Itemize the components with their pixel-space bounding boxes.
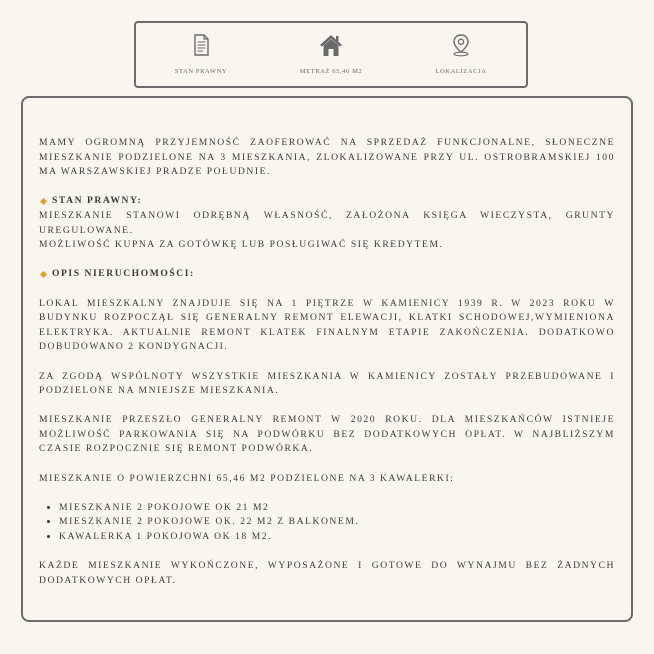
diamond-bullet-icon [40, 198, 47, 205]
description-panel [21, 96, 633, 622]
legal-status-heading: STAN PRAWNY: [39, 194, 615, 209]
legal-status-text: MIESZKANIE STANOWI ODRĘBNĄ WŁASNOŚĆ, ZAŁOŻONA KSIĘGA WIECZYSTA, GRUNTY UREGULOWANE. [39, 209, 615, 236]
legal-status-text-2: MOŻLIWOŚĆ KUPNA ZA GOTÓWKĘ LUB POSŁUGIWAĆ SIĘ KREDYTEM. [39, 239, 444, 251]
feature-label: LOKALIZACJA [435, 68, 487, 75]
description-paragraph-4: MIESZKANIE O POWIERZCHNI 65,46 M2 PODZIELONE NA 3 KAWALERKI: [39, 472, 455, 484]
feature-label: METRAŻ 65,46 M2 [299, 68, 363, 75]
document-icon [188, 32, 214, 63]
description-paragraph-1: LOKAL MIESZKALNY ZNAJDUJE SIĘ NA 1 PIĘTRZE W KAMIENICY 1939 R. W 2023 ROKU W BUDYNKU ROZPOCZĄŁ SIĘ GENERALNY REMONT ELEWACJI, KLATKI SCHODOWEJ,WYMIENIONA ELEKTRYKA. AKTUALNIE REMONT KLATEK FINALNYM ETAPIE ZAKOŃCZENIA. DODATKOWO DOBUDOWANO 2 KONDYGNACJI. [39, 297, 615, 353]
feature-area [276, 32, 386, 75]
description-paragraph-5: KAŻDE MIESZKANIE WYKOŃCZONE, WYPOSAŻONE I GOTOWE DO WYNAJMU BEZ ŻADNYCH DODATKOWYCH OPŁAT. [39, 560, 615, 586]
list-item: • MIESZKANIE 2 POKOJOWE OK. 22 M2 Z BALKONEM. [59, 515, 615, 530]
diamond-bullet-icon [40, 271, 47, 278]
feature-label: STAN PRAWNY [174, 68, 228, 75]
description-paragraph-2: ZA ZGODĄ WSPÓLNOTY WSZYSTKIE MIESZKANIA W KAMIENICY ZOSTAŁY PRZEBUDOWANE I PODZIELONE NA MNIEJSZE MIESZKANIA. [39, 370, 615, 397]
description-heading: OPIS NIERUCHOMOŚCI: [39, 267, 615, 282]
house-icon [318, 32, 344, 63]
features-bar [134, 21, 528, 88]
list-item: • MIESZKANIE 2 POKOJOWE OK 21 M2 [59, 501, 615, 516]
intro-paragraph: MAMY OGROMNĄ PRZYJEMNOŚĆ ZAOFEROWAĆ NA SPRZEDAŻ FUNKCJONALNE, SŁONECZNE MIESZKANIE PODZIELONE NA 3 MIESZKANIA, ZLOKALIZOWANE PRZY UL. OSTROBRAMSKIEJ 100 MA WARSZAWSKIEJ PRADZE POŁUDNIE. [39, 137, 615, 178]
apartments-list [39, 501, 615, 545]
feature-legal-status [146, 32, 256, 75]
description-paragraph-3: MIESZKANIE PRZESZŁO GENERALNY REMONT W 2020 ROKU. DLA MIESZKAŃCÓW ISTNIEJE MOŻLIWOŚĆ PARKOWANIA SIĘ NA PODWÓRKU BEZ DODATKOWYCH OPŁAT. W NAJBLIŻSZYM CZASIE ROZPOCZNIE SIĘ REMONT PODWÓRKA. [39, 414, 615, 455]
feature-location [406, 32, 516, 75]
list-item: • KAWALERKA 1 POKOJOWA OK 18 M2. [59, 530, 615, 545]
location-pin-icon [448, 32, 474, 63]
